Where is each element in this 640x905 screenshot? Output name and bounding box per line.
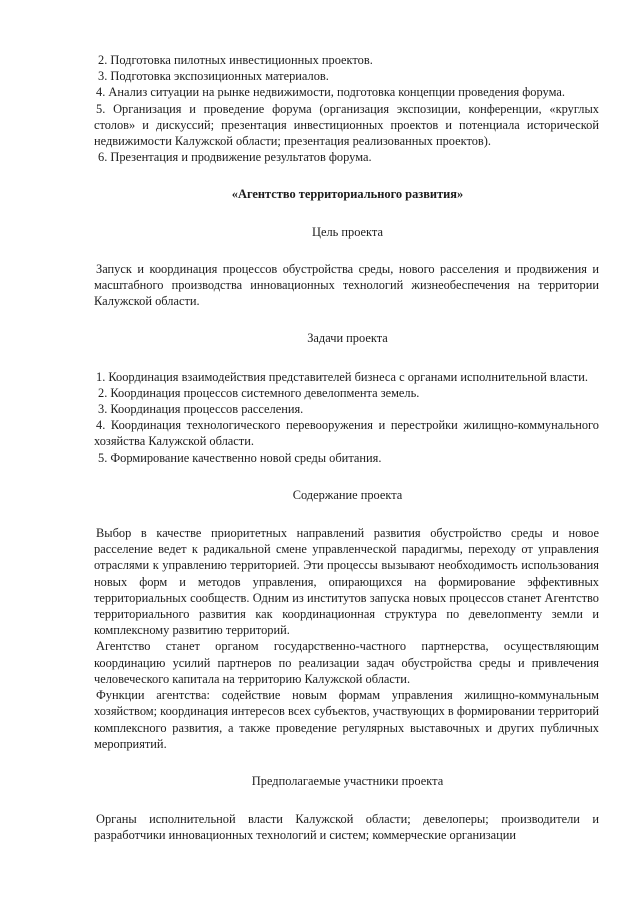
paragraph: Функции агентства: содействие новым формам управления жилищно-коммунальным хозяйством; координация интересов всех субъектов, участвующих в формировании территорий комплексного развития, а также проведение регулярных выставочных и других публичных мероприятий. (94, 688, 599, 751)
list-item: 1. Координация взаимодействия представителей бизнеса с органами исполнительной власти. (96, 369, 588, 384)
list-item: 6. Презентация и продвижение результатов форума. (98, 150, 372, 165)
content-heading: Содержание проекта (292, 487, 403, 502)
list-item: 5. Организация и проведение форума (организация экспозиции, конференции, «круглых столов» и дискуссий; презентация инвестиционных проектов и потенциала исторической недвижимости Калужской области; презентация реализованных проектов). (94, 101, 599, 149)
goal-heading: Цель проекта (312, 224, 383, 239)
document-page (96, 52, 599, 844)
list-item: 3. Подготовка экспозиционных материалов. (98, 69, 329, 84)
list-item: 2. Координация процессов системного девелопмента земель. (98, 385, 420, 400)
paragraph: Выбор в качестве приоритетных направлений развития обустройство среды и новое расселение ведет к радикальной смене управленческой парадигмы, переходу от управления отраслями к управлению территорией. Эти процессы вызывают необходимость использования новых форм и методов управления, опирающихся на формирование эффективных территориальных сообществ. Одним из институтов запуска новых процессов станет Агентство территориального развития как координационная структура по девелопменту земли и комплексному развитию территорий. (94, 526, 599, 638)
participants-text: Органы исполнительной власти Калужской области; девелоперы; производители и разработчики инновационных технологий и систем; коммерческие организации (94, 812, 599, 843)
paragraph: Агентство станет органом государственно-частного партнерства, осуществляющим координацию усилий партнеров по реализации задач обустройства среды и привлечения человеческого капитала на территорию Калужской области. (94, 639, 599, 686)
list-item: 3. Координация процессов расселения. (98, 402, 304, 417)
tasks-heading: Задачи проекта (307, 331, 388, 346)
content-body (96, 525, 599, 752)
tasks-list (96, 369, 599, 466)
list-item: 5. Формирование качественно новой среды обитания. (98, 450, 382, 465)
participants-heading: Предполагаемые участники проекта (251, 773, 444, 788)
section-title: «Агентство территориального развития» (231, 187, 464, 202)
list-item: 4. Координация технологического перевооружения и перестройки жилищно-коммунального хозяйства Калужской области. (94, 418, 599, 449)
list-item: 4. Анализ ситуации на рынке недвижимости, подготовка концепции проведения форума. (96, 85, 565, 100)
top-list (96, 52, 599, 165)
list-item: 2. Подготовка пилотных инвестиционных проектов. (98, 53, 373, 67)
goal-text: Запуск и координация процессов обустройства среды, нового расселения и продвижения и масштабного производства инновационных технологий жизнеобеспечения на территории Калужской области. (94, 261, 599, 309)
